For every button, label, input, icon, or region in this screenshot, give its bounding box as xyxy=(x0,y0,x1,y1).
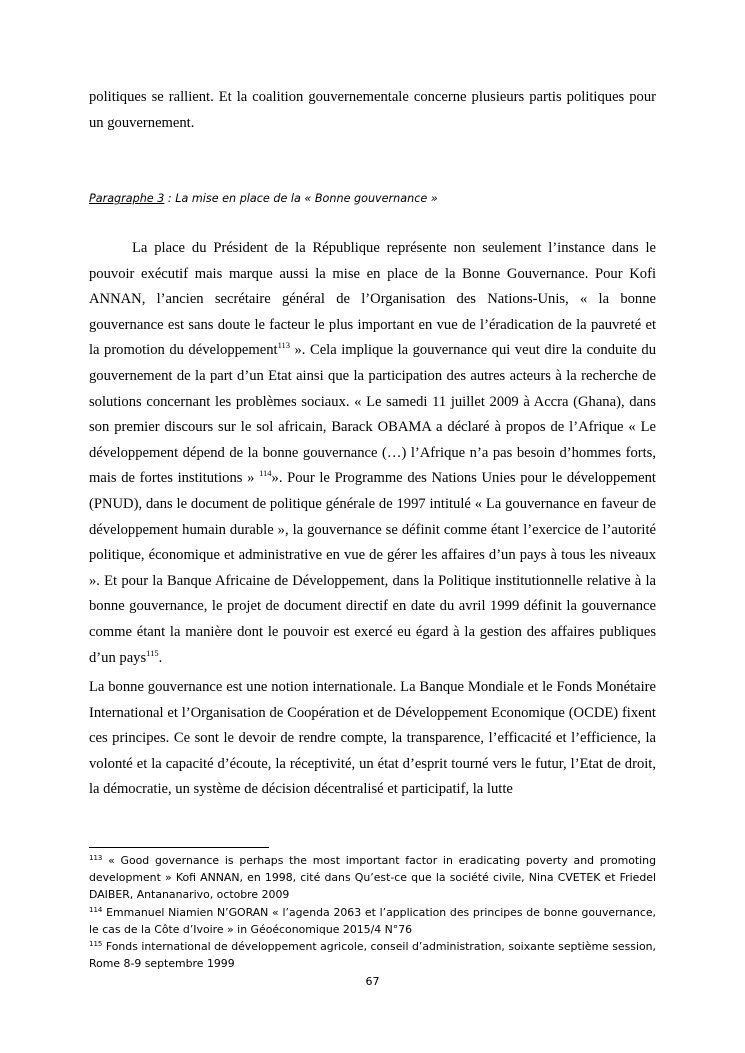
footnote-text: « Good governance is perhaps the most important factor in eradicating poverty and promoting development » Kofi ANNAN, en 1998, cité dans Qu’est-ce que la société civile, Nina CVETEK et Friedel DAIBER, Antananarivo, octobre 2009 xyxy=(89,854,656,901)
footnote-113 xyxy=(89,853,656,903)
footnote-115 xyxy=(89,939,656,973)
page-number: 67 xyxy=(365,975,380,988)
para1-part-c: ». Pour le Programme des Nations Unies pour le développement (PNUD), dans le document de politique générale de 1997 intitulé « La gouvernance en faveur de développement humain durable », la gouvernance se définit comme étant l’exercice de l’autorité politique, économique et administrative en vue de gérer les affaires d’un pays à tous les niveaux ». Et pour la Banque Africaine de Développement, dans la Politique institutionnelle relative à la bonne gouvernance, le projet de document directif en date du avril 1999 définit la gouvernance comme étant la manière dont le pouvoir est exercé eu égard à la gestion des affaires publiques d’un pays xyxy=(89,470,656,666)
footnote-ref-115[interactable]: 115 xyxy=(146,647,159,658)
footnote-number: 115 xyxy=(89,940,103,948)
footnote-ref-114[interactable]: 114 xyxy=(259,468,272,479)
footnote-number: 113 xyxy=(89,854,103,862)
heading-label: Paragraphe 3 xyxy=(89,192,165,205)
footnote-separator xyxy=(89,847,269,848)
footnote-text: Fonds international de développement agricole, conseil d’administration, soixante septième session, Rome 8-9 septembre 1999 xyxy=(89,940,656,970)
para1-part-b: ». Cela implique la gouvernance qui veut dire la conduite du gouvernement de la part d’un Etat ainsi que la participation des autres acteurs à la recherche de solutions concernant les problèmes sociaux. « Le samedi 11 juillet 2009 à Accra (Ghana), dans son premier discours sur le sol africain, Barack OBAMA a déclaré à propos de l’Afrique « Le développement dépend de la bonne gouvernance (…) l’Afrique n’a pas besoin d’hommes forts, mais de fortes institutions » xyxy=(89,342,656,487)
footnote-ref-113[interactable]: 113 xyxy=(277,340,291,351)
footnote-text: Emmanuel Niamien N’GORAN « l’agenda 2063 et l’application des principes de bonne gouvernance, le cas de la Côte d’Ivoire » in Géoéconomique 2015/4 N°76 xyxy=(89,906,656,936)
para1-part-a: La place du Président de la République représente non seulement l’instance dans le pouvoir exécutif mais marque aussi la mise en place de la Bonne Gouvernance. Pour Kofi ANNAN, l’ancien secrétaire général de l’Organisation des Nations-Unis, « la bonne gouvernance est sans doute le facteur le plus important en vue de l’éradication de la pauvreté et la promotion du développement xyxy=(89,240,656,359)
heading-title: : La mise en place de la « Bonne gouvernance » xyxy=(164,192,438,205)
footnote-114 xyxy=(89,905,656,939)
para1-part-d: . xyxy=(158,649,163,666)
section-heading xyxy=(89,191,656,207)
body-paragraph-1 xyxy=(89,236,656,671)
intro-paragraph: politiques se rallient. Et la coalition gouvernementale concerne plusieurs partis politiques pour un gouvernement. xyxy=(89,89,656,131)
footnote-number: 114 xyxy=(89,906,103,914)
body-paragraph-2: La bonne gouvernance est une notion internationale. La Banque Mondiale et le Fonds Monétaire International et l’Organisation de Coopération et de Développement Economique (OCDE) fixent ces principes. Ce sont le devoir de rendre compte, la transparence, l’efficacité et l’efficience, la volonté et la capacité d’écoute, la réceptivité, un état d’esprit tourné vers le futur, l’Etat de droit, la démocratie, un système de décision décentralisé et participatif, la lutte xyxy=(89,679,656,798)
